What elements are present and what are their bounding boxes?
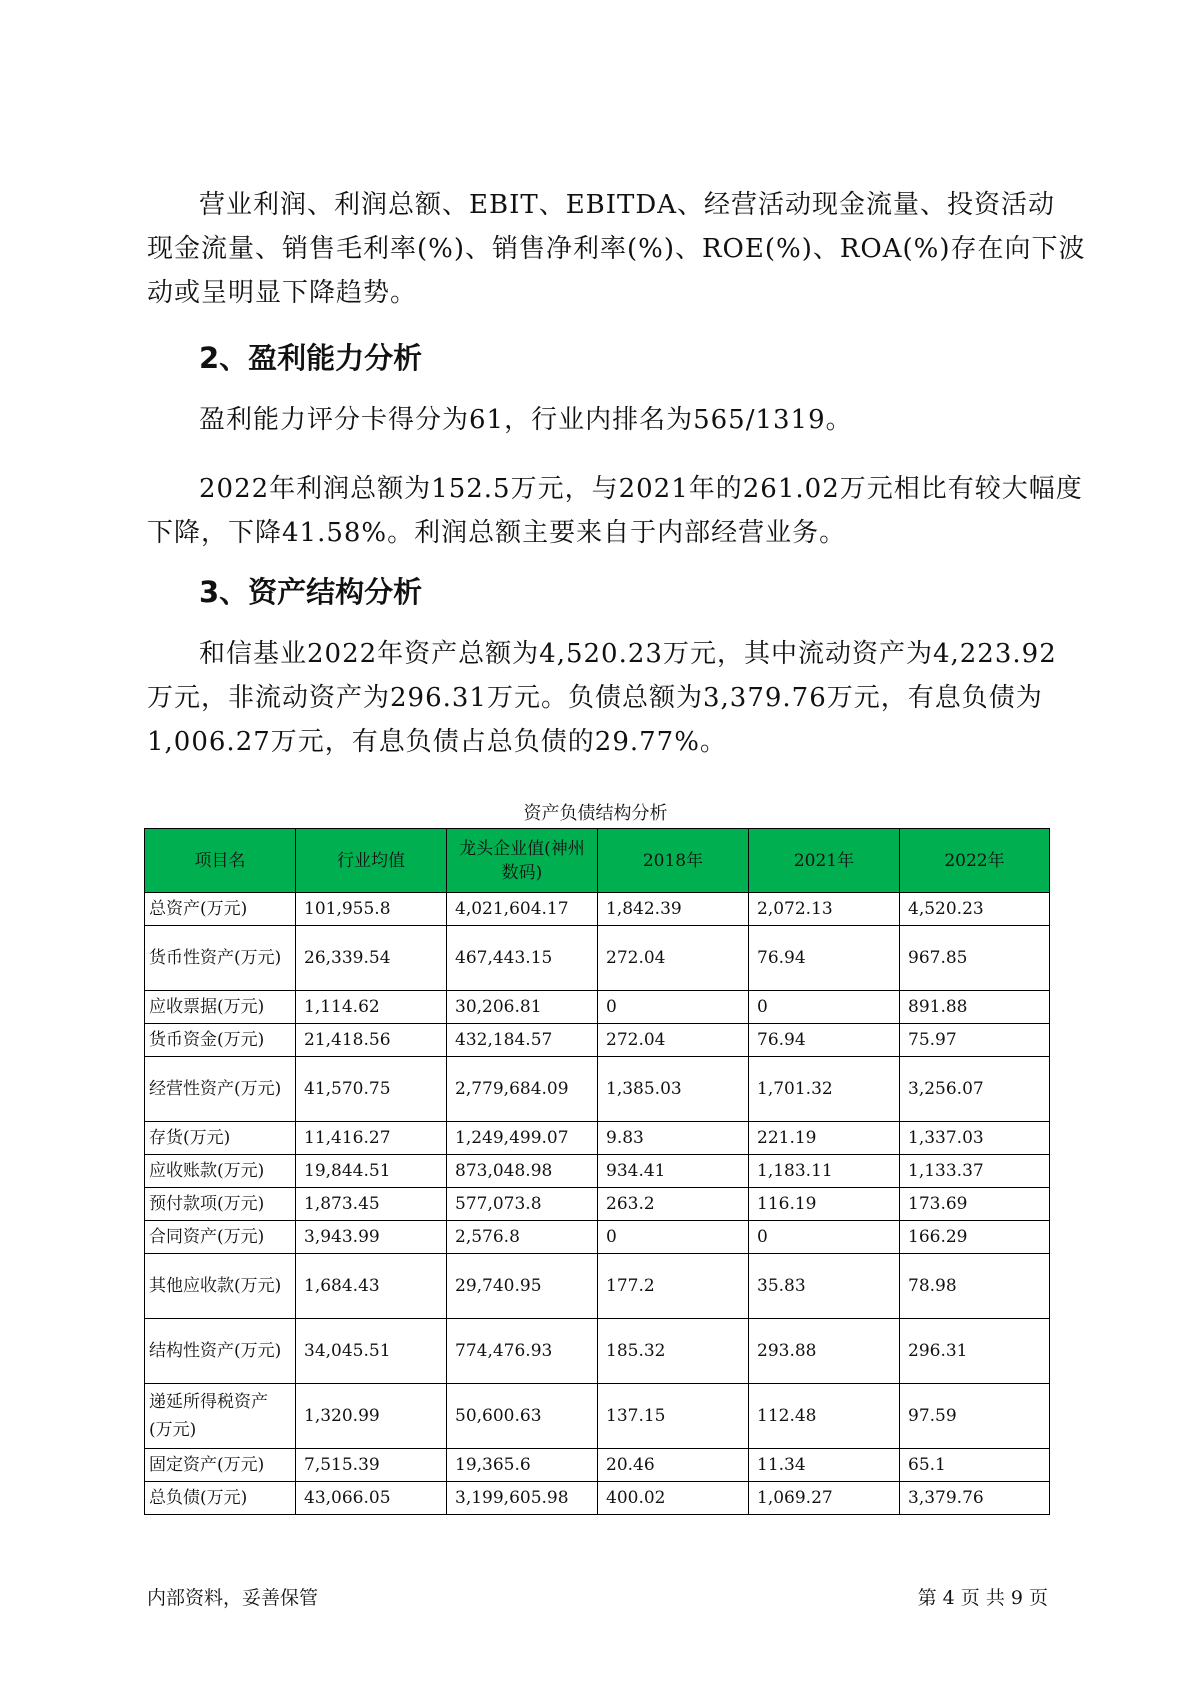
table-row — [145, 1319, 1050, 1384]
column-header: 行业均值 — [296, 829, 447, 893]
text-line: 下降，下降41.58%。利润总额主要来自于内部经营业务。 — [147, 518, 847, 548]
table-cell: 7,515.39 — [296, 1449, 447, 1482]
table-cell: 11.34 — [749, 1449, 900, 1482]
table-cell: 1,701.32 — [749, 1057, 900, 1122]
table-cell: 50,600.63 — [447, 1384, 598, 1449]
paragraph-profit-score — [147, 398, 1052, 442]
table-cell: 967.85 — [900, 926, 1050, 991]
text-line: 万元，非流动资产为296.31万元。负债总额为3,379.76万元，有息负债为 — [147, 683, 1043, 713]
table-cell: 75.97 — [900, 1024, 1050, 1057]
column-header: 项目名 — [145, 829, 296, 893]
table-row — [145, 1188, 1050, 1221]
table-cell: 1,133.37 — [900, 1155, 1050, 1188]
row-label: 总资产(万元) — [145, 893, 296, 926]
table-row — [145, 1254, 1050, 1319]
text-line: 动或呈明显下降趋势。 — [147, 278, 418, 308]
page-number: 第 4 页 共 9 页 — [917, 1587, 1048, 1609]
table-row — [145, 991, 1050, 1024]
table-cell: 19,844.51 — [296, 1155, 447, 1188]
table-cell: 2,779,684.09 — [447, 1057, 598, 1122]
table-row — [145, 1384, 1050, 1449]
table-row — [145, 893, 1050, 926]
table-cell: 2,072.13 — [749, 893, 900, 926]
asset-liability-table — [144, 828, 1050, 1515]
text-line: 营业利润、利润总额、EBIT、EBITDA、经营活动现金流量、投资活动 — [199, 190, 1056, 220]
table-cell: 34,045.51 — [296, 1319, 447, 1384]
table-cell: 76.94 — [749, 926, 900, 991]
row-label: 固定资产(万元) — [145, 1449, 296, 1482]
table-cell: 137.15 — [598, 1384, 749, 1449]
table-cell: 891.88 — [900, 991, 1050, 1024]
table-cell: 3,943.99 — [296, 1221, 447, 1254]
table-cell: 1,337.03 — [900, 1122, 1050, 1155]
table-cell: 26,339.54 — [296, 926, 447, 991]
table-cell: 101,955.8 — [296, 893, 447, 926]
table-cell: 400.02 — [598, 1482, 749, 1515]
table-cell: 78.98 — [900, 1254, 1050, 1319]
table-cell: 1,249,499.07 — [447, 1122, 598, 1155]
table-cell: 11,416.27 — [296, 1122, 447, 1155]
table-cell: 293.88 — [749, 1319, 900, 1384]
text-line: 盈利能力评分卡得分为61，行业内排名为565/1319。 — [199, 405, 853, 435]
row-label: 存货(万元) — [145, 1122, 296, 1155]
table-cell: 3,199,605.98 — [447, 1482, 598, 1515]
table-cell: 577,073.8 — [447, 1188, 598, 1221]
table-cell: 9.83 — [598, 1122, 749, 1155]
table-cell: 774,476.93 — [447, 1319, 598, 1384]
table-cell: 43,066.05 — [296, 1482, 447, 1515]
row-label: 应收账款(万元) — [145, 1155, 296, 1188]
table-caption: 资产负债结构分析 — [523, 803, 668, 824]
column-header: 龙头企业值(神州数码) — [447, 829, 598, 893]
table-cell: 166.29 — [900, 1221, 1050, 1254]
column-header: 2022年 — [900, 829, 1050, 893]
table-cell: 2,576.8 — [447, 1221, 598, 1254]
table-cell: 0 — [749, 1221, 900, 1254]
section-heading-asset-structure: 3、资产结构分析 — [199, 575, 423, 609]
row-label: 合同资产(万元) — [145, 1221, 296, 1254]
row-label: 预付款项(万元) — [145, 1188, 296, 1221]
row-label: 其他应收款(万元) — [145, 1254, 296, 1319]
table-cell: 272.04 — [598, 1024, 749, 1057]
table-cell: 1,873.45 — [296, 1188, 447, 1221]
row-label: 经营性资产(万元) — [145, 1057, 296, 1122]
table-cell: 185.32 — [598, 1319, 749, 1384]
column-header: 2018年 — [598, 829, 749, 893]
table-cell: 112.48 — [749, 1384, 900, 1449]
table-cell: 1,842.39 — [598, 893, 749, 926]
text-line: 和信基业2022年资产总额为4,520.23万元，其中流动资产为4,223.92 — [199, 639, 1057, 669]
row-label: 结构性资产(万元) — [145, 1319, 296, 1384]
table-row — [145, 1449, 1050, 1482]
table-cell: 0 — [598, 991, 749, 1024]
table-cell: 116.19 — [749, 1188, 900, 1221]
table-cell: 21,418.56 — [296, 1024, 447, 1057]
table-cell: 65.1 — [900, 1449, 1050, 1482]
table-cell: 19,365.6 — [447, 1449, 598, 1482]
row-label: 递延所得税资产(万元) — [145, 1384, 296, 1449]
text-line: 2022年利润总额为152.5万元，与2021年的261.02万元相比有较大幅度 — [199, 474, 1083, 504]
paragraph-decline-trend — [147, 183, 1086, 315]
table-cell: 4,021,604.17 — [447, 893, 598, 926]
table-row — [145, 1024, 1050, 1057]
table-cell: 873,048.98 — [447, 1155, 598, 1188]
table-cell: 177.2 — [598, 1254, 749, 1319]
table-cell: 97.59 — [900, 1384, 1050, 1449]
table-header-row — [145, 829, 1050, 893]
row-label: 总负债(万元) — [145, 1482, 296, 1515]
table-cell: 30,206.81 — [447, 991, 598, 1024]
row-label: 应收票据(万元) — [145, 991, 296, 1024]
table-cell: 263.2 — [598, 1188, 749, 1221]
table-cell: 432,184.57 — [447, 1024, 598, 1057]
table-cell: 221.19 — [749, 1122, 900, 1155]
table-row — [145, 1482, 1050, 1515]
table-cell: 0 — [749, 991, 900, 1024]
table-cell: 1,114.62 — [296, 991, 447, 1024]
table-cell: 272.04 — [598, 926, 749, 991]
table-cell: 0 — [598, 1221, 749, 1254]
row-label: 货币资金(万元) — [145, 1024, 296, 1057]
table-cell: 1,069.27 — [749, 1482, 900, 1515]
table-cell: 29,740.95 — [447, 1254, 598, 1319]
table-row — [145, 926, 1050, 991]
table-cell: 934.41 — [598, 1155, 749, 1188]
text-line: 现金流量、销售毛利率(%)、销售净利率(%)、ROE(%)、ROA(%)存在向下波 — [147, 234, 1086, 264]
table-row — [145, 1057, 1050, 1122]
table-cell: 76.94 — [749, 1024, 900, 1057]
table-cell: 467,443.15 — [447, 926, 598, 991]
table-cell: 4,520.23 — [900, 893, 1050, 926]
paragraph-total-profit — [147, 467, 1083, 555]
section-heading-profitability: 2、盈利能力分析 — [199, 341, 423, 375]
table-cell: 296.31 — [900, 1319, 1050, 1384]
table-cell: 1,320.99 — [296, 1384, 447, 1449]
table-cell: 35.83 — [749, 1254, 900, 1319]
table-cell: 3,256.07 — [900, 1057, 1050, 1122]
table-row — [145, 1155, 1050, 1188]
table-cell: 173.69 — [900, 1188, 1050, 1221]
table-cell: 3,379.76 — [900, 1482, 1050, 1515]
text-line: 1,006.27万元，有息负债占总负债的29.77%。 — [147, 727, 727, 757]
footer-confidential-note: 内部资料，妥善保管 — [147, 1587, 319, 1609]
table-cell: 1,684.43 — [296, 1254, 447, 1319]
table-row — [145, 1221, 1050, 1254]
table-cell: 41,570.75 — [296, 1057, 447, 1122]
table-cell: 1,385.03 — [598, 1057, 749, 1122]
table-cell: 1,183.11 — [749, 1155, 900, 1188]
column-header: 2021年 — [749, 829, 900, 893]
table-row — [145, 1122, 1050, 1155]
paragraph-asset-summary — [147, 632, 1057, 764]
table-cell: 20.46 — [598, 1449, 749, 1482]
row-label: 货币性资产(万元) — [145, 926, 296, 991]
